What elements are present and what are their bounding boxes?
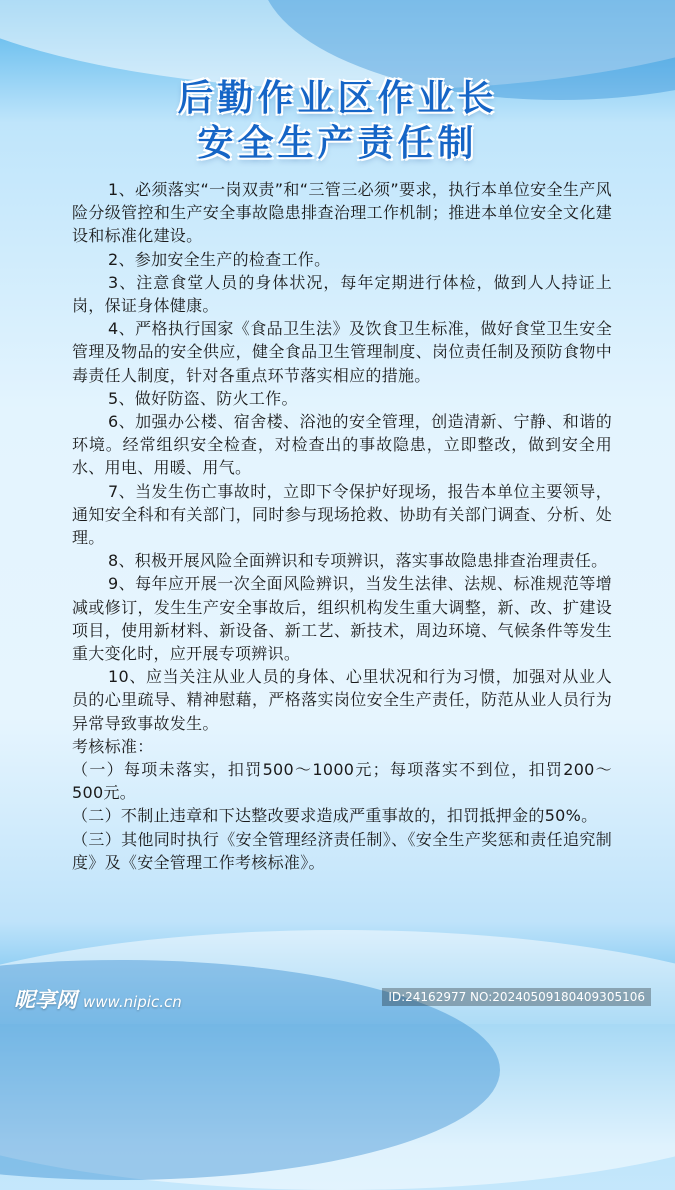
- regulation-item-2: 2、参加安全生产的检查工作。: [108, 249, 331, 269]
- regulation-item-4: 4、严格执行国家《食品卫生法》及饮食卫生标准，做好食堂卫生安全管理及物品的安全供应，健全食品卫生管理制度、岗位责任制及预防食物中毒责任人制度，针对各重点环节落实相应的措施。: [72, 319, 612, 385]
- watermark-id: ID:24162977 NO:20240509180409305106: [382, 988, 651, 1006]
- assessment-rule-3: （三）其他同时执行《安全管理经济责任制》、《安全生产奖惩和责任追究制度》及《安全管理工作考核标准》。: [72, 829, 612, 872]
- watermark-url: www.nipic.cn: [83, 993, 182, 1011]
- watermark-logo-text: 昵享网: [14, 988, 77, 1012]
- regulation-item-5: 5、做好防盗、防火工作。: [108, 388, 298, 408]
- assessment-rule-1: （一）每项未落实，扣罚500～1000元；每项落实不到位，扣罚200～500元。: [72, 760, 612, 803]
- regulation-item-7: 7、当发生伤亡事故时，立即下令保护好现场，报告本单位主要领导，通知安全科和有关部门，同时参与现场抢救、协助有关部门调查、分析、处理。: [72, 481, 612, 548]
- assessment-rule-2: （二）不制止违章和下达整改要求造成严重事故的，扣罚抵押金的50%。: [72, 806, 598, 826]
- regulation-item-10: 10、应当关注从业人员的身体、心里状况和行为习惯，加强对从业人员的心里疏导、精神慰藉，严格落实岗位安全生产责任，防范从业人员行为异常导致事故发生。: [72, 667, 612, 733]
- assessment-heading: 考核标准：: [72, 736, 154, 756]
- regulation-body: [72, 178, 612, 874]
- regulation-item-9: 9、每年应开展一次全面风险辨识，当发生法律、法规、标准规范等增减或修订，发生生产安全事故后，组织机构发生重大调整，新、改、扩建设项目，使用新材料、新设备、新工艺、新技术，周边环境、气候条件等发生重大变化时，应开展专项辨识。: [72, 574, 612, 664]
- title-line-2: 安全生产责任制: [197, 123, 478, 164]
- regulation-item-1: 1、必须落实“一岗双责”和“三管三必须”要求，执行本单位安全生产风险分级管控和生产安全事故隐患排查治理工作机制；推进本单位安全文化建设和标准化建设。: [72, 180, 612, 246]
- title-line-1: 后勤作业区作业长: [177, 78, 498, 119]
- watermark-logo: [14, 984, 182, 1014]
- regulation-item-6: 6、加强办公楼、宿舍楼、浴池的安全管理，创造清新、宁静、和谐的环境。经常组织安全检查，对检查出的事故隐患，立即整改，做到安全用水、用电、用暖、用气。: [72, 412, 612, 478]
- regulation-item-8: 8、积极开展风险全面辨识和专项辨识，落实事故隐患排查治理责任。: [108, 551, 608, 571]
- regulation-item-3: 3、注意食堂人员的身体状况，每年定期进行体检，做到人人持证上岗，保证身体健康。: [72, 272, 612, 316]
